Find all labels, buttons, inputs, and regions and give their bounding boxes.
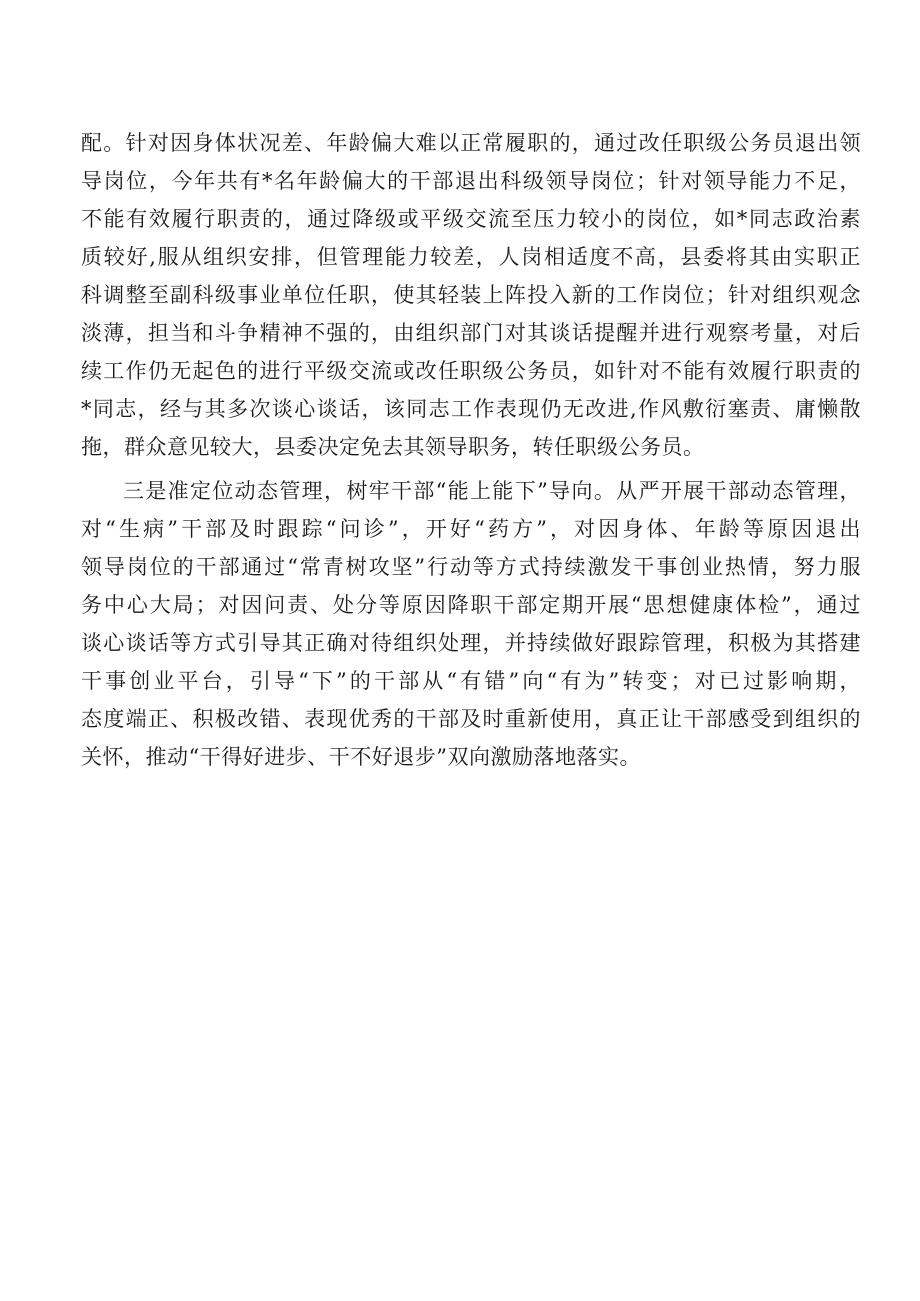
paragraph-2-line: 三是准定位动态管理，树牢干部“能上能下”导向。从严开展干部动态管理， [123, 479, 861, 503]
paragraph-1-line: 导岗位，今年共有*名年龄偏大的干部退出科级领导岗位；针对领导能力不足， [81, 169, 861, 193]
paragraph-1 [81, 124, 861, 466]
paragraph-1-line: 不能有效履行职责的，通过降级或平级交流至压力较小的岗位，如*同志政治素 [81, 207, 861, 231]
paragraph-2-line: 对“生病”干部及时跟踪“问诊”，开好“药方”，对因身体、年龄等原因退出 [81, 517, 861, 541]
paragraph-1-line: 配。针对因身体状况差、年龄偏大难以正常履职的，通过改任职级公务员退出领 [81, 131, 861, 155]
paragraph-1-line: 拖，群众意见较大，县委决定免去其领导职务，转任职级公务员。 [81, 435, 705, 459]
paragraph-2-line: 谈心谈话等方式引导其正确对待组织处理，并持续做好跟踪管理，积极为其搭建 [81, 631, 861, 655]
paragraph-1-line: 续工作仍无起色的进行平级交流或改任职级公务员，如针对不能有效履行职责的 [81, 359, 861, 383]
paragraph-2 [81, 472, 861, 776]
paragraph-2-line: 态度端正、积极改错、表现优秀的干部及时重新使用，真正让干部感受到组织的 [81, 707, 861, 731]
paragraph-1-line: *同志，经与其多次谈心谈话，该同志工作表现仍无改进,作风敷衍塞责、庸懒散 [81, 397, 861, 421]
paragraph-1-line: 质较好,服从组织安排，但管理能力较差，人岗相适度不高，县委将其由实职正 [81, 245, 861, 269]
document-body [81, 124, 861, 776]
paragraph-1-line: 科调整至副科级事业单位任职，使其轻装上阵投入新的工作岗位；针对组织观念 [81, 283, 861, 307]
paragraph-1-line: 淡薄，担当和斗争精神不强的，由组织部门对其谈话提醒并进行观察考量，对后 [81, 321, 861, 345]
paragraph-2-line: 务中心大局；对因问责、处分等原因降职干部定期开展“思想健康体检”，通过 [81, 593, 861, 617]
paragraph-2-line: 领导岗位的干部通过“常青树攻坚”行动等方式持续激发干事创业热情，努力服 [81, 555, 861, 579]
paragraph-2-line: 干事创业平台，引导“下”的干部从“有错”向“有为”转变；对已过影响期， [81, 669, 861, 693]
paragraph-2-line: 关怀，推动“干得好进步、干不好退步”双向激励落地落实。 [81, 745, 641, 769]
